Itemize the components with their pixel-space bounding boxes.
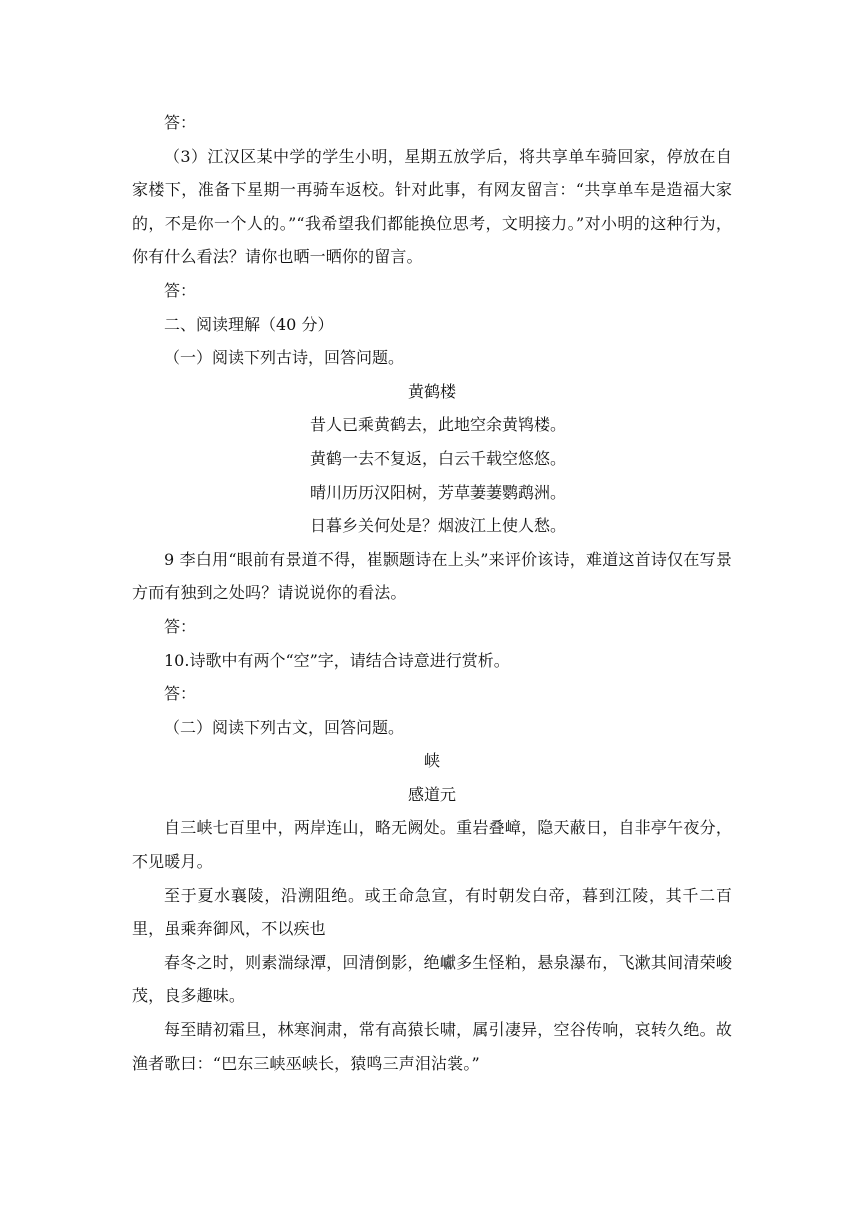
subsection-poem-heading: （一）阅读下列古诗，回答问题。 xyxy=(164,348,405,368)
essay-paragraph-3: 春冬之时，则素湍绿潭，回清倒影，绝巘多生怪粕，悬泉瀑布，飞漱其间清荣峻茂，良多趣味。 xyxy=(132,952,732,1006)
section-heading-reading: 二、阅读理解（40 分） xyxy=(164,314,334,334)
essay-paragraph-4: 每至睛初霜旦，林寒涧肃，常有高猿长啸，属引凄异，空谷传响，哀转久绝。故渔者歌曰：“巴东三峡巫峡长，猿鸣三声泪沾裳。” xyxy=(132,1020,732,1073)
poem-line-2: 黄鹤一去不复返，白云千载空悠悠。 xyxy=(310,448,567,468)
poem-line-3: 晴川历历汉阳树，芳草萋萋鹦鹉洲。 xyxy=(310,482,567,502)
answer-line-1: 答： xyxy=(164,113,197,132)
essay-title: 峡 xyxy=(423,751,440,771)
question-10: 10.诗歌中有两个“空”字，请结合诗意进行赏析。 xyxy=(164,650,510,670)
poem-line-1: 昔人已乘黄鹤去，此地空余黄鸨楼。 xyxy=(310,415,567,435)
answer-line-4: 答： xyxy=(164,684,197,704)
question-9: 9 李白用“眼前有景道不得，崔颢题诗在上头”来评价该诗，难道这首诗仅在写景方而有独到之处吗？请说说你的看法。 xyxy=(132,549,732,603)
answer-line-3: 答： xyxy=(164,616,197,636)
poem-title: 黄鹤楼 xyxy=(407,381,456,401)
essay-author: 感道元 xyxy=(407,784,456,804)
poem-line-4: 日暮乡关何处是？烟波江上使人愁。 xyxy=(310,516,567,536)
essay-paragraph-1: 自三峡七百里中，两岸连山，略无阙处。重岩叠嶂，隐天蔽日，自非亭午夜分，不见暖月。 xyxy=(132,818,732,872)
question-3: （3）江汉区某中学的学生小明，星期五放学后，将共享单车骑回家，停放在自家楼下，准备下星期一再骑车返校。针对此事，有网友留言：“共享单车是造福大家的，不是你一个人的。”“我希望我们都能换位思考，文明接力。”对小明的这种行为，你有什么看法？请你也晒一晒你的留言。 xyxy=(132,146,732,267)
document-content xyxy=(132,106,732,1080)
essay-paragraph-2: 至于夏水襄陵，沿溯阻绝。或王命急宣，有时朝发白帝，暮到江陵，其千二百里，虽乘奔御风，不以疾也 xyxy=(132,885,732,939)
answer-line-2: 答： xyxy=(164,280,197,300)
subsection-prose-heading: （二）阅读下列古文，回答问题。 xyxy=(164,717,405,737)
